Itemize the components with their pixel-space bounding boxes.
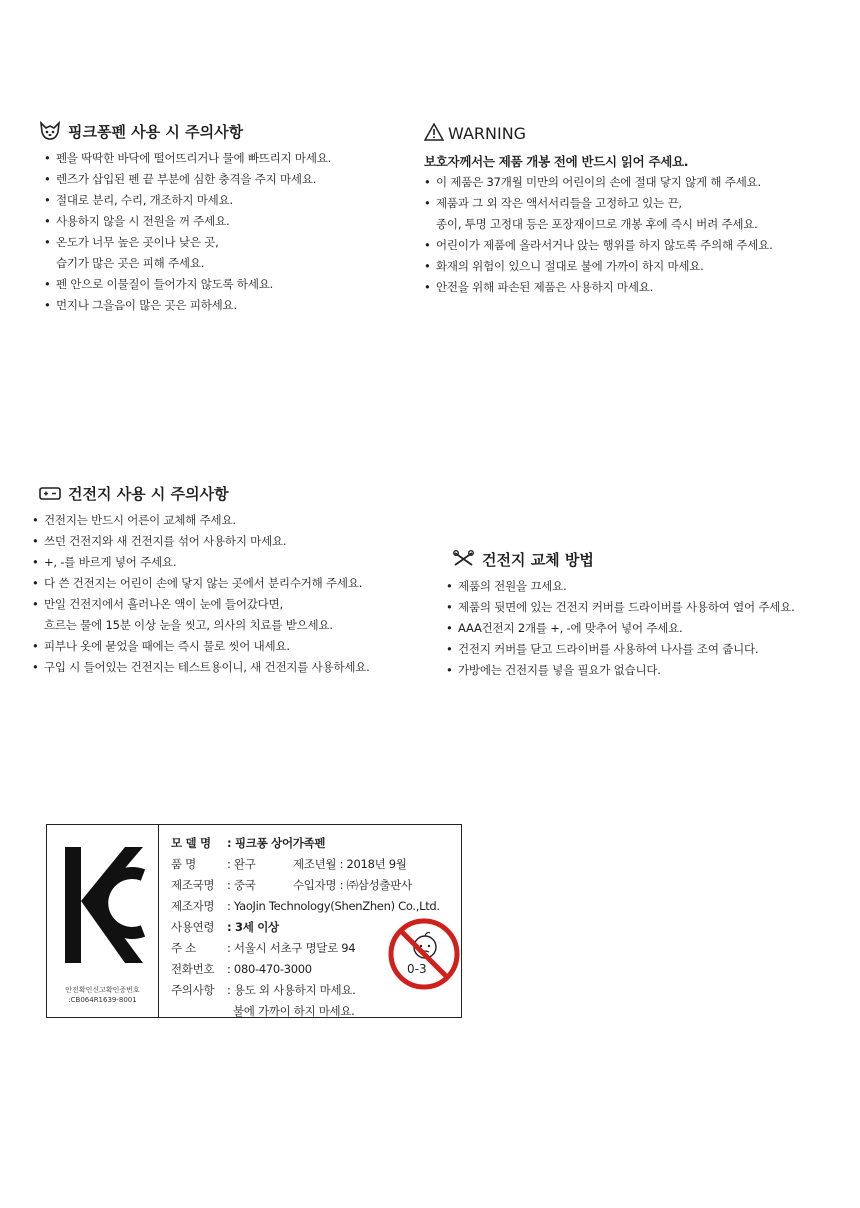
list-item: • 펜을 딱딱한 바닥에 떨어뜨리거나 물에 빠뜨리지 마세요. <box>44 151 332 165</box>
warning-section <box>424 122 773 298</box>
list-item: • 이 제품은 37개월 미만의 어린이의 손에 절대 닿지 않게 해 주세요. <box>424 175 761 189</box>
model-row: 모 델 명 : 핑크퐁 상어가족펜 <box>171 836 326 850</box>
pen-caution-title: 핑크퐁펜 사용 시 주의사항 <box>38 120 331 142</box>
battery-replace-title: 건전지 교체 방법 <box>452 548 795 570</box>
caution-row-2: 불에 가까이 하지 마세요. <box>233 1004 355 1018</box>
caution-row: 주의사항 : 용도 외 사용하지 마세요. <box>171 983 356 997</box>
list-item: • +, -를 바르게 넣어 주세요. <box>32 555 177 569</box>
battery-caution-section <box>32 482 370 678</box>
list-item: • 온도가 너무 높은 곳이나 낮은 곳, <box>44 235 219 249</box>
list-item: • 건전지 커버를 닫고 드라이버를 사용하여 나사를 조여 줍니다. <box>446 642 759 656</box>
warning-title: WARNING <box>424 122 773 144</box>
country-row: 제조국명 : 중국 수입자명 : ㈜삼성출판사 <box>171 875 440 896</box>
list-item: 흐르는 물에 15분 이상 눈을 씻고, 의사의 치료를 받으세요. <box>44 618 333 632</box>
maker-row: 제조자명 : YaoJin Technology(ShenZhen) Co.,Ltd. <box>171 899 440 913</box>
list-item: • 제품의 전원을 끄세요. <box>446 579 567 593</box>
list-item: • AAA건전지 2개를 +, -에 맞추어 넣어 주세요. <box>446 621 683 635</box>
battery-icon <box>38 483 62 503</box>
age-sign-label: 0-3 <box>407 962 427 976</box>
battery-replace-section <box>446 548 795 681</box>
kc-label-box <box>46 824 462 1018</box>
list-item: • 어린이가 제품에 올라서거나 앉는 행위를 하지 않도록 주의해 주세요. <box>424 238 773 252</box>
battery-caution-title: 건전지 사용 시 주의사항 <box>38 482 370 504</box>
list-item: • 가방에는 건전지를 넣을 필요가 없습니다. <box>446 663 661 677</box>
list-item: • 먼지나 그을음이 많은 곳은 피하세요. <box>44 298 237 312</box>
warning-triangle-icon <box>424 123 444 143</box>
age-row: 사용연령 : 3세 이상 <box>171 920 279 934</box>
list-item: 습기가 많은 곳은 피해 주세요. <box>56 256 205 270</box>
tools-icon <box>452 549 476 569</box>
pen-caution-section <box>38 120 331 316</box>
warning-list <box>424 172 773 298</box>
pen-caution-list <box>44 148 331 316</box>
list-item: • 건전지는 반드시 어른이 교체해 주세요. <box>32 513 236 527</box>
phone-row: 전화번호 : 080-470-3000 <box>171 962 312 976</box>
address-row: 주 소 : 서울시 서초구 명달로 94 <box>171 941 356 955</box>
importer: 수입자명 : ㈜삼성출판사 <box>293 878 412 892</box>
list-item: • 렌즈가 삽입된 펜 끝 부분에 심한 충격을 주지 마세요. <box>44 172 317 186</box>
product-row: 품 명 : 완구 제조년월 : 2018년 9월 <box>171 854 440 875</box>
list-item: • 쓰던 건전지와 새 건전지를 섞어 사용하지 마세요. <box>32 534 287 548</box>
list-item: • 안전을 위해 파손된 제품은 사용하지 마세요. <box>424 280 654 294</box>
list-item: • 만일 건전지에서 흘러나온 액이 눈에 들어갔다면, <box>32 597 283 611</box>
kc-cert-number: 안전확인신고확인증번호 :CB064R1639-8001 <box>65 986 140 1004</box>
list-item: • 다 쓴 건전지는 어린이 손에 닿지 않는 곳에서 분리수거해 주세요. <box>32 576 363 590</box>
pinkfong-fox-icon <box>38 121 62 141</box>
battery-replace-list <box>446 576 795 681</box>
list-item: • 화재의 위험이 있으니 절대로 불에 가까이 하지 마세요. <box>424 259 704 273</box>
warning-subtitle: 보호자께서는 제품 개봉 전에 반드시 읽어 주세요. <box>424 154 689 169</box>
list-item: • 피부나 옷에 묻었을 때에는 즉시 물로 씻어 내세요. <box>32 639 290 653</box>
battery-caution-list <box>32 510 370 678</box>
list-item: • 제품과 그 외 작은 액서서리들을 고정하고 있는 끈, <box>424 196 682 210</box>
kc-mark-panel <box>47 825 159 1017</box>
list-item: • 구입 시 들어있는 건전지는 테스트용이니, 새 건전지를 사용하세요. <box>32 660 370 674</box>
list-item: • 펜 안으로 이물질이 들어가지 않도록 하세요. <box>44 277 274 291</box>
list-item: 종이, 투명 고정대 등은 포장재이므로 개봉 후에 즉시 버려 주세요. <box>436 217 758 231</box>
list-item: • 제품의 뒷면에 있는 건전지 커버를 드라이버를 사용하여 열어 주세요. <box>446 600 795 614</box>
list-item: • 사용하지 않을 시 전원을 꺼 주세요. <box>44 214 230 228</box>
age-0-3-prohibited-icon <box>387 917 461 991</box>
kc-logo-icon <box>47 825 159 975</box>
list-item: • 절대로 분리, 수리, 개조하지 마세요. <box>44 193 233 207</box>
mfg-date: 제조년월 : 2018년 9월 <box>293 857 407 871</box>
